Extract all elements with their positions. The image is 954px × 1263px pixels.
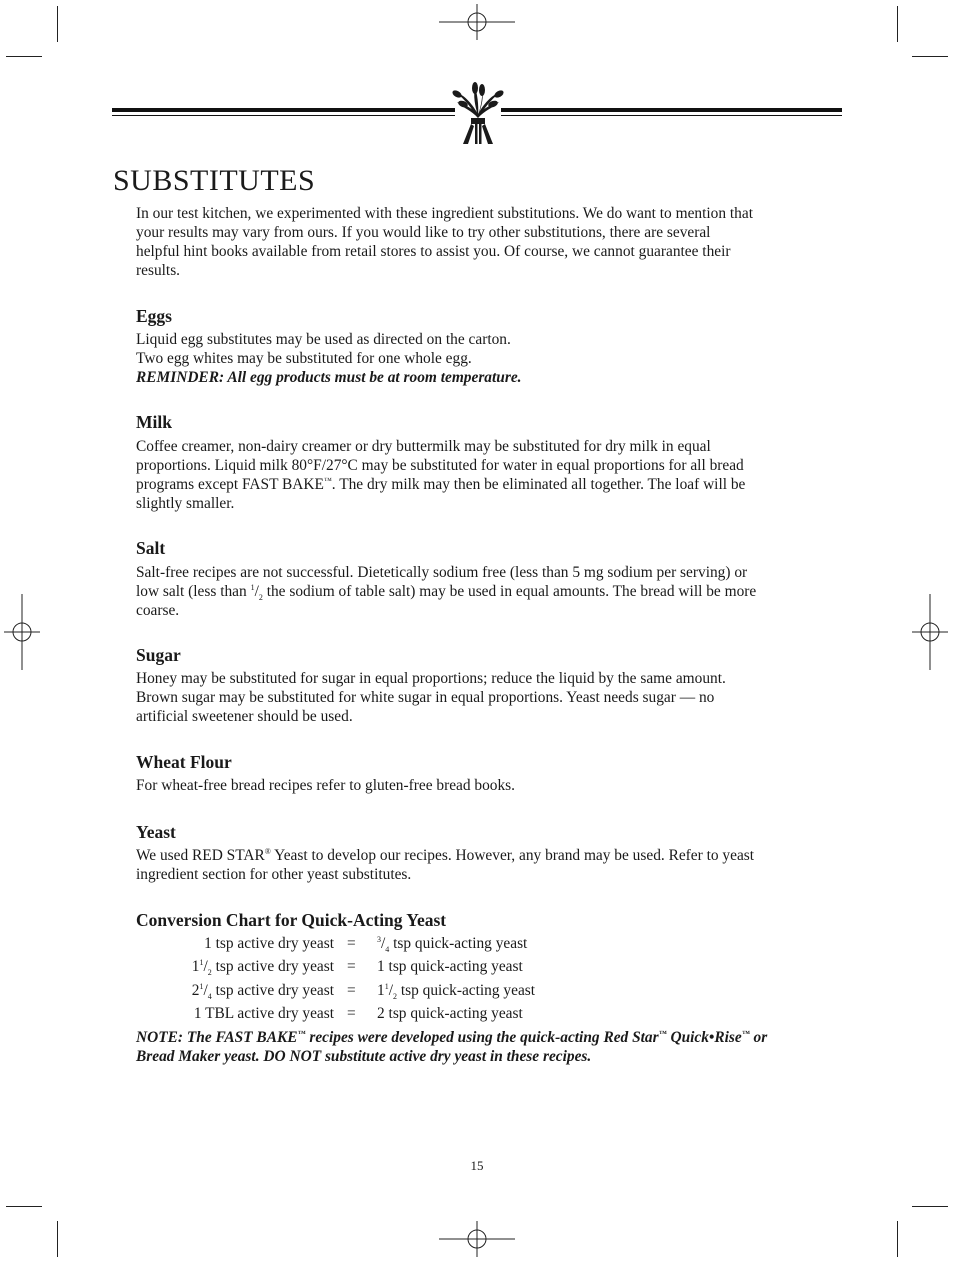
equals-sign: =: [347, 982, 356, 999]
conversion-text: tsp quick-acting yeast: [389, 935, 528, 952]
equals-sign: =: [347, 1005, 356, 1022]
fraction-whole: 2: [191, 982, 200, 999]
salt-heading: Salt: [136, 538, 166, 558]
crop-mark: [912, 56, 948, 57]
yeast-line-part: Yeast to develop our recipes. However, any brand may be used. Refer to yeast: [270, 847, 755, 864]
eggs-heading: Eggs: [136, 306, 172, 326]
fraction-whole: 1: [191, 958, 200, 975]
sugar-line: Brown sugar may be substituted for white sugar in equal proportions. Yeast needs sugar — no: [136, 689, 715, 706]
crop-mark: [897, 1221, 898, 1257]
registration-mark-top: [437, 4, 517, 40]
conversion-quick-acting: $1^1/_2$ tsp quick-acting yeast: [377, 981, 536, 1002]
eggs-line: Liquid egg substitutes may be used as directed on the carton.: [136, 331, 511, 348]
yeast-section: [136, 846, 846, 884]
fraction-denominator: 2: [392, 992, 397, 1002]
conversion-note: [136, 1028, 846, 1066]
sugar-section: [136, 669, 846, 726]
fraction-numerator: 1: [199, 957, 204, 967]
fraction-numerator: 1: [384, 981, 389, 991]
note-part: NOTE: The FAST BAKE: [136, 1029, 298, 1046]
crop-mark: [57, 1221, 58, 1257]
intro-line: In our test kitchen, we experimented with these ingredient substitutions. We do want to mention that: [136, 205, 753, 222]
equals-sign: =: [347, 958, 356, 975]
registration-mark-bottom: [437, 1221, 517, 1257]
trademark-symbol: ™: [658, 1028, 667, 1038]
conversion-text: tsp quick-acting yeast: [396, 982, 536, 999]
fraction-denominator: 4: [385, 945, 390, 955]
registration-mark-right: [910, 594, 950, 670]
registration-mark-left: [2, 594, 42, 670]
fraction-denominator: 2: [258, 593, 263, 603]
conversion-active-dry: $1^1/_2$ tsp active dry yeast: [191, 957, 334, 978]
sugar-heading: Sugar: [136, 645, 181, 665]
salt-line-part: low salt (less than: [136, 583, 251, 600]
milk-line: Coffee creamer, non-dairy creamer or dry buttermilk may be substituted for dry milk in equal: [136, 438, 711, 455]
intro-paragraph: [136, 204, 846, 280]
fraction-whole: 1: [377, 982, 385, 999]
milk-line: [136, 475, 846, 494]
salt-line: low salt (less than $^1/_2$ the sodium of table salt) may be used in equal amounts. The bread will be more: [136, 582, 757, 603]
eggs-section: [136, 330, 846, 387]
crop-mark: [6, 56, 42, 57]
wheat-flour-line: For wheat-free bread recipes refer to gluten-free bread books.: [136, 777, 516, 794]
conversion-text: tsp active dry yeast: [211, 982, 334, 999]
note-part: or: [749, 1029, 768, 1046]
conversion-quick-acting: 1 tsp quick-acting yeast: [377, 958, 523, 975]
yeast-line: ingredient section for other yeast substitutes.: [136, 866, 412, 883]
fraction-numerator: 1: [250, 582, 255, 592]
intro-line: helpful hint books available from retail stores to assist you. Of course, we cannot guarantee their: [136, 243, 731, 260]
wheat-flour-section: [136, 776, 846, 795]
eggs-reminder: REMINDER: All egg products must be at room temperature.: [136, 369, 522, 386]
yeast-line: [136, 846, 846, 865]
milk-line: proportions. Liquid milk 80°F/27°C may be substituted for water in equal proportions for all bread: [136, 457, 744, 474]
milk-line: slightly smaller.: [136, 495, 235, 512]
equals-sign: =: [347, 935, 356, 952]
salt-line-part: the sodium of table salt) may be used in equal amounts. The bread will be more: [262, 583, 757, 600]
milk-line-part: . The dry milk may then be eliminated all together. The loaf will be: [331, 476, 746, 493]
intro-line: your results may vary from ours. If you would like to try other substitutions, there are several: [136, 224, 711, 241]
intro-line: results.: [136, 262, 181, 279]
milk-heading: Milk: [136, 412, 172, 432]
note-part: recipes were developed using the quick-acting Red Star: [305, 1029, 659, 1046]
milk-section: [136, 437, 846, 513]
fraction-numerator: 1: [199, 981, 204, 991]
conversion-active-dry: $2^1/_4$ tsp active dry yeast: [191, 981, 334, 1002]
conversion-active-dry: 1 tsp active dry yeast: [204, 935, 334, 952]
trademark-symbol: ™: [297, 1028, 306, 1038]
note-line: [136, 1028, 846, 1047]
conversion-quick-acting: 2 tsp quick-acting yeast: [377, 1005, 523, 1022]
yeast-heading: Yeast: [136, 822, 176, 842]
crop-mark: [897, 6, 898, 42]
conversion-quick-acting: $^3/_4$ tsp quick-acting yeast: [377, 934, 528, 955]
trademark-symbol: ™: [323, 475, 332, 485]
conversion-text: tsp active dry yeast: [211, 958, 334, 975]
sugar-line: artificial sweetener should be used.: [136, 708, 353, 725]
crop-mark: [6, 1206, 42, 1207]
registered-symbol: ®: [264, 846, 271, 856]
page-number: 15: [470, 1158, 484, 1173]
salt-line: coarse.: [136, 602, 180, 619]
milk-line-part: programs except FAST BAKE: [136, 476, 324, 493]
yeast-line-part: We used RED STAR: [136, 847, 265, 864]
wheat-sheaf-icon: [449, 82, 507, 146]
note-part: Quick•Rise: [666, 1029, 742, 1046]
sugar-line: Honey may be substituted for sugar in equal proportions; reduce the liquid by the same amount.: [136, 670, 726, 687]
wheat-flour-heading: Wheat Flour: [136, 752, 232, 772]
fraction-denominator: 4: [207, 992, 212, 1002]
salt-section: [136, 563, 846, 620]
note-line: Bread Maker yeast. DO NOT substitute active dry yeast in these recipes.: [136, 1048, 592, 1065]
conversion-active-dry: 1 TBL active dry yeast: [193, 1005, 334, 1022]
trademark-symbol: ™: [741, 1028, 750, 1038]
eggs-line: Two egg whites may be substituted for one whole egg.: [136, 350, 472, 367]
fraction-numerator: 3: [377, 934, 381, 944]
crop-mark: [912, 1206, 948, 1207]
fraction-denominator: 2: [207, 968, 212, 978]
conversion-heading: Conversion Chart for Quick-Acting Yeast: [136, 910, 447, 930]
crop-mark: [57, 6, 58, 42]
salt-line: Salt-free recipes are not successful. Dietetically sodium free (less than 5 mg sodium per serving) or: [136, 564, 748, 581]
page-title: SUBSTITUTES: [113, 164, 316, 197]
